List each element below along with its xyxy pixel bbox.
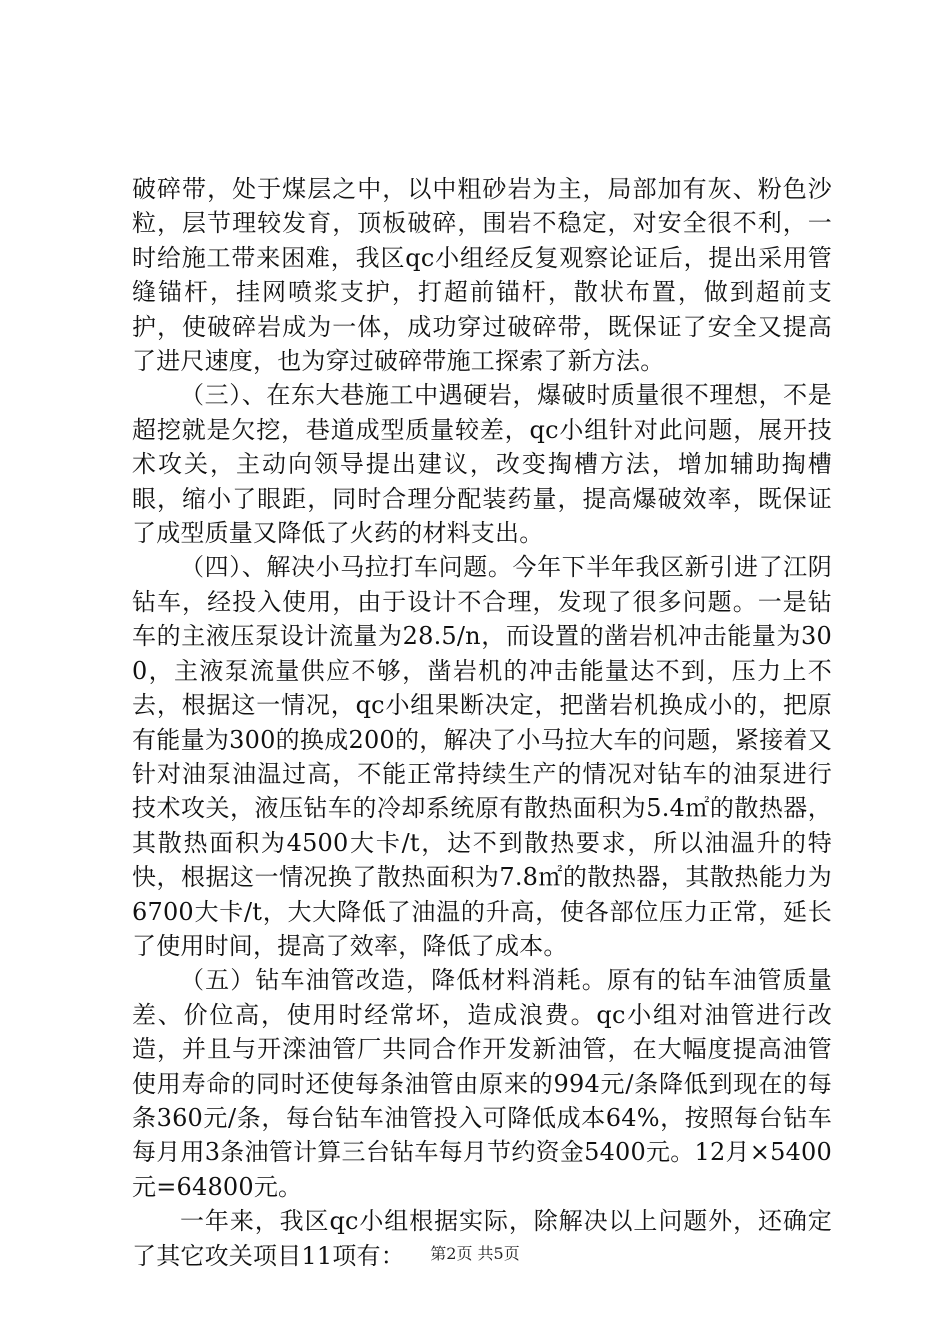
paragraph-section-4: （四）、解决小马拉打车问题。今年下半年我区新引进了江阴钻车，经投入使用，由于设计不合理，发现了很多问题。一是钻车的主液压泵设计流量为28.5/n，而设置的凿岩机冲击能量为300，主液泵流量供应不够，凿岩机的冲击能量达不到，压力上不去，根据这一情况，qc小组果断决定，把凿岩机换成小的，把原有能量为300的换成200的，解决了小马拉大车的问题，紧接着又针对油泵油温过高，不能正常持续生产的情况对钻车的油泵进行技术攻关，液压钻车的冷却系统原有散热面积为5.4㎡的散热器，其散热面积为4500大卡/t，达不到散热要求，所以油温升的特快，根据这一情况换了散热面积为7.8㎡的散热器，其散热能力为6700大卡/t，大大降低了油温的升高，使各部位压力正常，延长了使用时间，提高了效率，降低了成本。 [132,553,832,960]
paragraph-section-3: （三）、在东大巷施工中遇硬岩，爆破时质量很不理想，不是超挖就是欠挖，巷道成型质量较差，qc小组针对此问题，展开技术攻关，主动向领导提出建议，改变掏槽方法，增加辅助掏槽眼，缩小了眼距，同时合理分配装药量，提高爆破效率，既保证了成型质量又降低了火药的材料支出。 [132,381,832,548]
paragraph-summary: 一年来，我区qc小组根据实际，除解决以上问题外，还确定了其它攻关项目11项有： [132,1207,832,1270]
paragraph-section-5: （五）钻车油管改造，降低材料消耗。原有的钻车油管质量差、价位高，使用时经常坏，造成浪费。qc小组对油管进行改造，并且与开滦油管厂共同合作开发新油管，在大幅度提高油管使用寿命的同时还使每条油管由原来的994元/条降低到现在的每条360元/条，每台钻车油管投入可降低成本64%，按照每台钻车每月用3条油管计算三台钻车每月节约资金5400元。12月×5400元=64800元。 [132,966,832,1201]
paragraph-breakage-zone: 破碎带，处于煤层之中，以中粗砂岩为主，局部加有灰、粉色沙粒，层节理较发育，顶板破碎，围岩不稳定，对安全很不利，一时给施工带来困难，我区qc小组经反复观察论证后，提出采用管缝锚杆，挂网喷浆支护，打超前锚杆，散状布置，做到超前支护，使破碎岩成为一体，成功穿过破碎带，既保证了安全又提高了进尺速度，也为穿过破碎带施工探索了新方法。 [132,175,832,376]
body-text [132,172,832,1273]
page-number-footer: 第2页 共5页 [430,1244,520,1263]
